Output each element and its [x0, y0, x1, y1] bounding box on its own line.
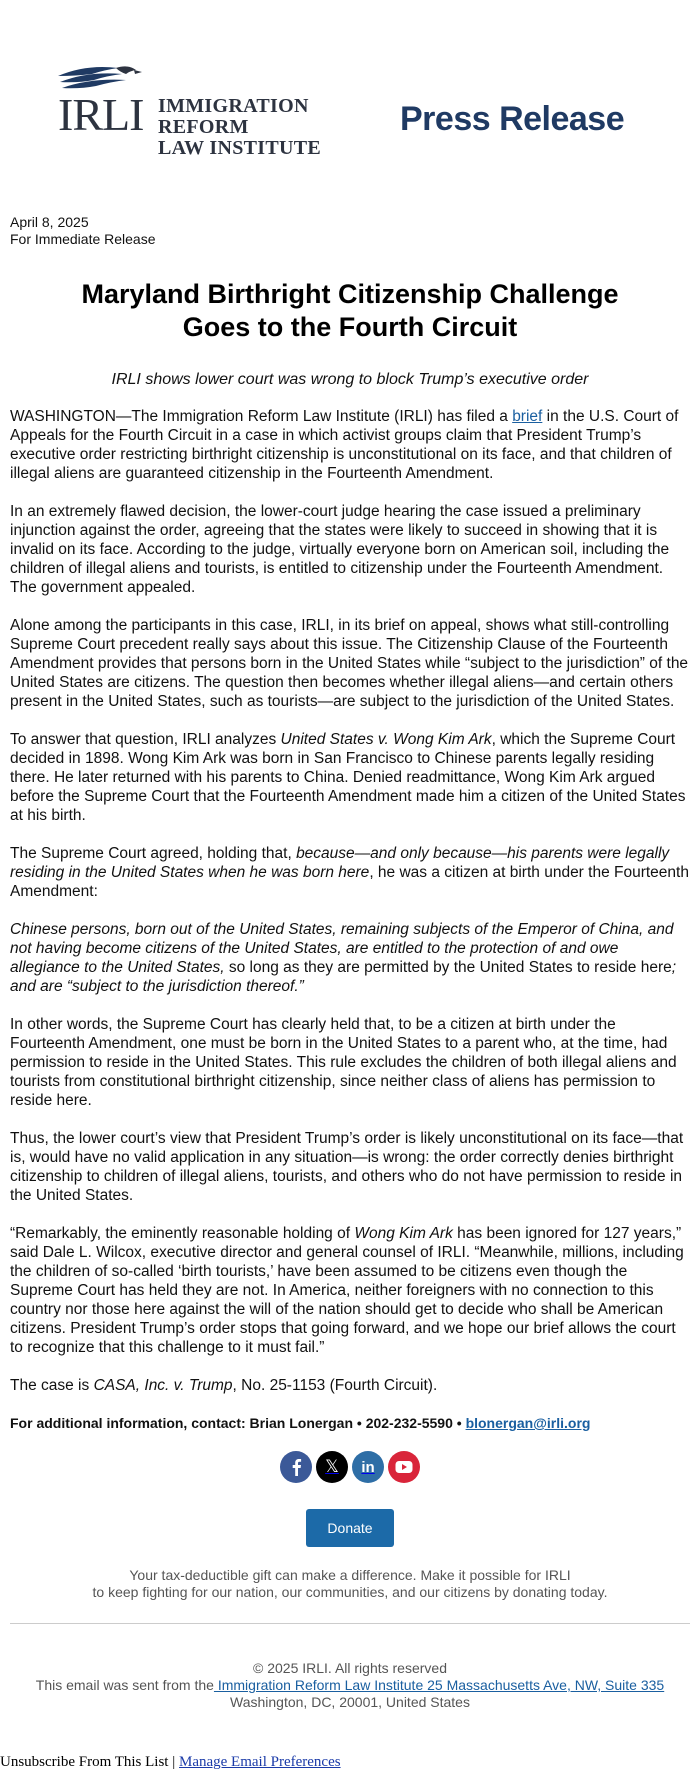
youtube-glyph-icon: [395, 1460, 413, 1474]
paragraph-6-quote: [10, 920, 690, 996]
donate-button[interactable]: Donate: [306, 1509, 394, 1547]
p6-plain: so long as they are permitted by the United States to reside here: [224, 959, 672, 976]
gift-note-line-2: to keep fighting for our nation, our communities, and our citizens by donating today.: [92, 1584, 608, 1600]
youtube-icon[interactable]: [388, 1451, 420, 1483]
p10-case-name: CASA, Inc. v. Trump: [93, 1377, 233, 1394]
donate-wrap: [10, 1509, 690, 1547]
paragraph-8: Thus, the lower court’s view that President Trump’s order is likely unconstitutional on its face—that is, would have no valid application in any situation—is wrong: the order correctly denies birthright citizenship to children of illegal aliens, tourists, and others who do not have permission to reside in the United States.: [10, 1130, 684, 1204]
paragraph-3: Alone among the participants in this case, IRLI, in its brief on appeal, shows what still-controlling Supreme Court precedent really says about this issue. The Citizenship Clause of the Fourteenth Amendment provides that persons born in the United States while “subject to the jurisdiction” of the United States are citizens. The question then becomes whether illegal aliens—and certain others present in the United States, such as tourists—are subject to the jurisdiction of the United States.: [10, 617, 689, 710]
p9-case-name: Wong Kim Ark: [354, 1225, 453, 1242]
unsubscribe-link[interactable]: Unsubscribe From This List: [0, 1754, 169, 1770]
contact-line: [10, 1415, 690, 1431]
p1-text-a: WASHINGTON—The Immigration Reform Law Institute (IRLI) has filed a: [10, 408, 513, 425]
logo-line-1: IMMIGRATION REFORM: [158, 95, 309, 138]
logo-line-2: LAW INSTITUTE: [158, 137, 322, 159]
article-title: Maryland Birthright Citizenship Challenge Goes to the Fourth Circuit: [81, 279, 619, 342]
p6-italic-a: Chinese persons, born out of the United States, remaining subjects of the Emperor of China, and not having become citizens of the United States, are entitled to the protection of and owe allegiance to the United States,: [10, 921, 674, 976]
email-content: [10, 214, 690, 1711]
paragraph-2: In an extremely flawed decision, the lower-court judge hearing the case issued a preliminary injunction against the order, agreeing that the states were likely to succeed in showing that it is invalid on its face. According to the judge, virtually everyone born on American soil, including the children of illegal aliens and tourists, is entitled to citizenship under the Fourteenth Amendment. The government appealed.: [10, 503, 670, 596]
footer-divider: [10, 1623, 690, 1624]
paragraph-5: [10, 844, 690, 901]
sent-from-line: [10, 1677, 690, 1711]
email-header: [0, 0, 700, 190]
release-date: April 8, 2025: [10, 214, 89, 230]
p4-text-b: , which the Supreme Court decided in 1898. Wong Kim Ark was born in San Francisco to Chinese parents legally residing there. He later returned with his parents to China. Denied readmittance, Wong Kim Ark argued before the Supreme Court that the Fourteenth Amendment made him a citizen of the United States at his birth.: [10, 731, 686, 824]
date-block: [10, 214, 690, 248]
contact-text: For additional information, contact: Brian Lonergan • 202-232-5590 •: [10, 1415, 466, 1431]
manage-preferences-link[interactable]: Manage Email Preferences: [179, 1754, 341, 1770]
unsubscribe-separator: |: [168, 1754, 179, 1770]
facebook-icon[interactable]: [280, 1451, 312, 1483]
article-subtitle: IRLI shows lower court was wrong to block Trump’s executive order: [111, 371, 589, 388]
gift-note-line-1: Your tax-deductible gift can make a difference. Make it possible for IRLI: [129, 1567, 571, 1583]
paragraph-1: [10, 407, 690, 483]
org-address-link[interactable]: Immigration Reform Law Institute 25 Massachusetts Ave, NW, Suite 335: [213, 1677, 665, 1693]
copyright: © 2025 IRLI. All rights reserved: [253, 1660, 447, 1676]
brief-link[interactable]: brief: [512, 408, 543, 425]
logo-wordmark: IRLI: [58, 89, 144, 140]
linkedin-glyph: in: [361, 1458, 375, 1476]
location-text: Washington, DC, 20001, United States: [230, 1694, 470, 1710]
x-glyph: 𝕏: [325, 1457, 339, 1477]
facebook-glyph-icon: [288, 1458, 304, 1476]
unsubscribe-bar: [0, 1754, 341, 1771]
p9-text-b: has been ignored for 127 years,” said Dale L. Wilcox, executive director and general counsel of IRLI. “Meanwhile, millions, including the children of so-called ‘birth tourists,’ have been assumed to be citizens even though the Supreme Court has held they are not. In America, neither foreigners with no connection to this country nor those here against the will of the nation should get to decide who shall be American citizens. President Trump’s order stops that going forward, and we hope our brief allows the court to recognize that this challenge to it must fail.”: [10, 1225, 684, 1356]
logo-institute-name: [158, 96, 386, 159]
p4-case-name: United States v. Wong Kim Ark: [280, 731, 492, 748]
contact-email-link[interactable]: blonergan@irli.org: [465, 1415, 591, 1431]
p10-text-a: The case is: [10, 1377, 94, 1394]
paragraph-4: [10, 730, 690, 825]
p5-text-b: , he was a citizen at birth under the Fourteenth Amendment:: [10, 864, 689, 900]
x-icon[interactable]: [316, 1451, 348, 1483]
paragraph-9: [10, 1224, 690, 1357]
p6-italic-b: ; and are “subject to the jurisdiction thereof.”: [10, 959, 677, 995]
email-footer: [10, 1660, 690, 1711]
p5-italic: because—and only because—his parents were legally residing in the United States when he was born here: [10, 845, 670, 881]
paragraph-10: [10, 1376, 690, 1395]
p9-text-a: “Remarkably, the eminently reasonable holding of: [10, 1225, 355, 1242]
release-note: For Immediate Release: [10, 231, 156, 247]
gift-note: [10, 1567, 690, 1601]
social-links: [10, 1451, 690, 1483]
press-release-heading: Press Release: [400, 100, 625, 138]
p5-text-a: The Supreme Court agreed, holding that,: [10, 845, 297, 862]
linkedin-icon[interactable]: [352, 1451, 384, 1483]
p4-text-a: To answer that question, IRLI analyzes: [10, 731, 281, 748]
p10-text-b: , No. 25-1153 (Fourth Circuit).: [232, 1377, 438, 1394]
sent-from-text: This email was sent from the: [35, 1677, 214, 1693]
p1-text-b: in the U.S. Court of Appeals for the Fourth Circuit in a case in which activist groups claim that President Trump’s executive order restricting birthright citizenship is unconstitutional on its face, and that children of illegal aliens are guaranteed citizenship in the Fourteenth Amendment.: [10, 408, 679, 482]
irli-logo[interactable]: [56, 62, 386, 159]
paragraph-7: In other words, the Supreme Court has clearly held that, to be a citizen at birth under the Fourteenth Amendment, one must be born in the United States to a parent who, at the time, had permission to reside in the United States. This rule excludes the children of both illegal aliens and tourists from constitutional birthright citizenship, since neither class of aliens has permission to reside here.: [10, 1016, 677, 1109]
